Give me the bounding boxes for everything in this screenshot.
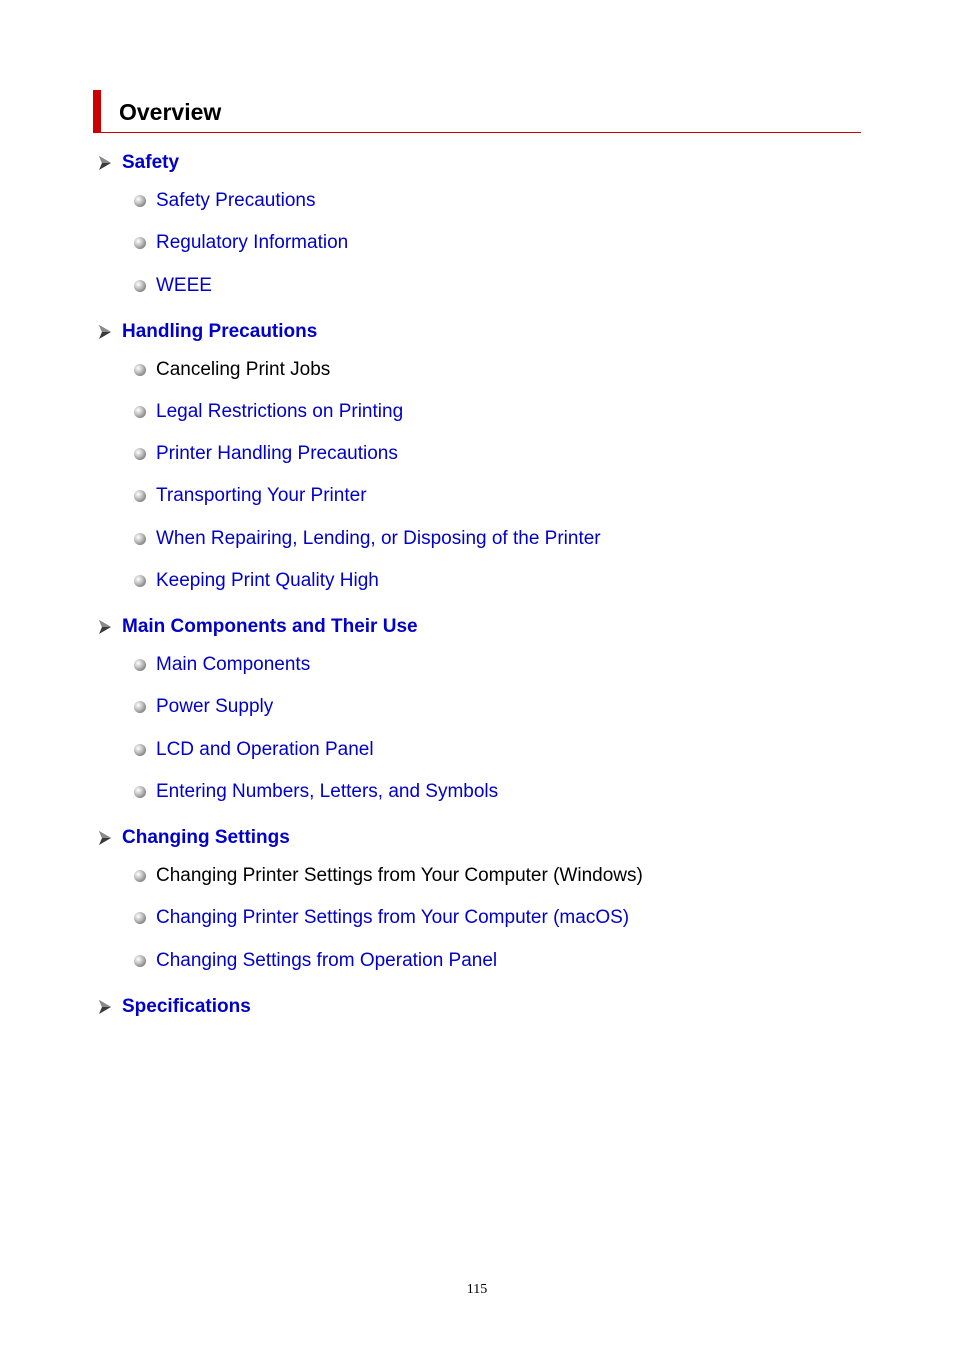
toc-link-item[interactable]: [96, 907, 856, 949]
sub-list: [96, 359, 856, 612]
bullet-icon: [134, 406, 146, 418]
page-title: Overview: [119, 99, 222, 125]
toc-text-item: [96, 359, 856, 401]
section-label: Specifications: [122, 995, 251, 1017]
page-number: 115: [466, 1282, 488, 1297]
table-of-contents: [96, 148, 856, 1024]
bullet-icon: [134, 744, 146, 756]
section-link-changing-settings[interactable]: [96, 823, 856, 855]
arrow-right-icon: [98, 156, 112, 170]
toc-link-item[interactable]: [96, 654, 856, 696]
item-label: Power Supply: [156, 696, 274, 718]
toc-link-item[interactable]: [96, 781, 856, 823]
toc-text-item: [96, 865, 856, 907]
page-header: [93, 90, 861, 133]
toc-link-item[interactable]: [96, 232, 856, 274]
arrow-right-icon: [98, 620, 112, 634]
toc-link-item[interactable]: [96, 443, 856, 485]
arrow-right-icon: [98, 325, 112, 339]
toc-link-item[interactable]: [96, 739, 856, 781]
title-accent-bar: [93, 90, 101, 133]
sub-list: [96, 865, 856, 992]
arrow-right-icon: [98, 1000, 112, 1014]
toc-link-item[interactable]: [96, 950, 856, 992]
bullet-icon: [134, 912, 146, 924]
toc-link-item[interactable]: [96, 275, 856, 317]
bullet-icon: [134, 533, 146, 545]
item-label: Canceling Print Jobs: [156, 358, 331, 380]
item-label: Printer Handling Precautions: [156, 443, 398, 465]
item-label: Regulatory Information: [156, 232, 349, 254]
toc-link-item[interactable]: [96, 401, 856, 443]
bullet-icon: [134, 280, 146, 292]
sub-list: [96, 654, 856, 823]
toc-link-item[interactable]: [96, 485, 856, 527]
item-label: Transporting Your Printer: [156, 485, 367, 507]
item-label: When Repairing, Lending, or Disposing of the Printer: [156, 527, 601, 549]
section-label: Changing Settings: [122, 826, 290, 848]
bullet-icon: [134, 364, 146, 376]
item-label: Legal Restrictions on Printing: [156, 400, 404, 422]
item-label: Entering Numbers, Letters, and Symbols: [156, 780, 499, 802]
bullet-icon: [134, 448, 146, 460]
toc-section: [96, 148, 856, 317]
bullet-icon: [134, 575, 146, 587]
item-label: Keeping Print Quality High: [156, 570, 379, 592]
section-label: Safety: [122, 152, 180, 173]
toc-link-item[interactable]: [96, 696, 856, 738]
section-link-main-components-and-their-use[interactable]: [96, 612, 856, 644]
item-label: Changing Printer Settings from Your Computer (macOS): [156, 907, 630, 929]
bullet-icon: [134, 195, 146, 207]
toc-link-item[interactable]: [96, 528, 856, 570]
toc-section: [96, 317, 856, 612]
section-label: Main Components and Their Use: [122, 616, 418, 638]
arrow-right-icon: [98, 831, 112, 845]
bullet-icon: [134, 955, 146, 967]
item-label: LCD and Operation Panel: [156, 738, 374, 760]
bullet-icon: [134, 786, 146, 798]
item-label: Changing Printer Settings from Your Computer (Windows): [156, 864, 643, 886]
section-link-safety[interactable]: [96, 148, 856, 180]
section-label: Handling Precautions: [122, 320, 318, 342]
section-link-handling-precautions[interactable]: [96, 317, 856, 349]
item-label: Main Components: [156, 654, 311, 676]
toc-section: [96, 612, 856, 823]
bullet-icon: [134, 701, 146, 713]
bullet-icon: [134, 237, 146, 249]
section-link-specifications[interactable]: [96, 992, 856, 1024]
item-label: Changing Settings from Operation Panel: [156, 949, 498, 971]
sub-list: [96, 190, 856, 317]
toc-link-item[interactable]: [96, 570, 856, 612]
item-label: Safety Precautions: [156, 190, 316, 211]
toc-section: [96, 992, 856, 1024]
toc-link-item[interactable]: [96, 190, 856, 232]
item-label: WEEE: [156, 274, 212, 296]
bullet-icon: [134, 870, 146, 882]
bullet-icon: [134, 490, 146, 502]
bullet-icon: [134, 659, 146, 671]
toc-section: [96, 823, 856, 992]
